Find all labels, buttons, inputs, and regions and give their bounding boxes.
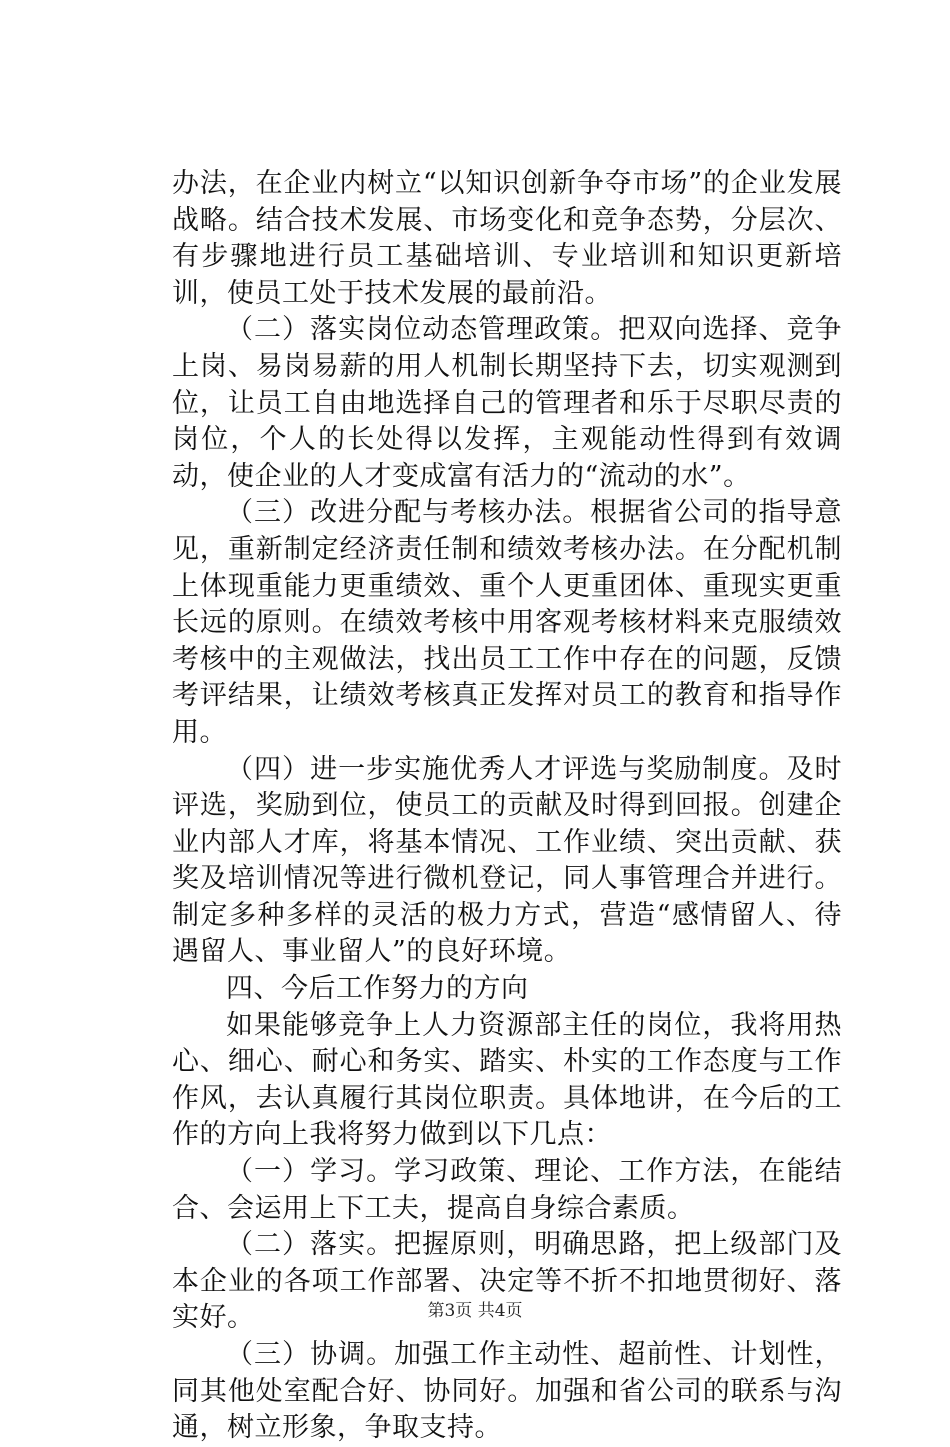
page-number-footer: 第3页 共4页 xyxy=(427,1301,523,1321)
paragraph-item-4: （四）进一步实施优秀人才评选与奖励制度。及时评选，奖励到位，使员工的贡献及时得到回报。创建企业内部人才库，将基本情况、工作业绩、突出贡献、获奖及培训情况等进行微机登记，同人事管理合并进行。制定多种多样的灵活的极力方式，营造“感情留人、待遇留人、事业留人”的良好环境。 xyxy=(172,753,842,968)
paragraph-continuation: 办法，在企业内树立“以知识创新争夺市场”的企业发展战略。结合技术发展、市场变化和竞争态势，分层次、有步骤地进行员工基础培训、专业培训和知识更新培训，使员工处于技术发展的最前沿。 xyxy=(172,168,842,309)
paragraph-intro: 如果能够竞争上人力资源部主任的岗位，我将用热心、细心、耐心和务实、踏实、朴实的工作态度与工作作风，去认真履行其岗位职责。具体地讲，在今后的工作的方向上我将努力做到以下几点： xyxy=(172,1009,842,1151)
section-heading: 四、今后工作努力的方向 xyxy=(226,973,529,1005)
paragraph-point-2: （二）落实。把握原则，明确思路，把上级部门及本企业的各项工作部署、决定等不折不扣地贯彻好、落实好。 xyxy=(172,1229,842,1334)
paragraph-item-2: （二）落实岗位动态管理政策。把双向选择、竞争上岗、易岗易薪的用人机制长期坚持下去，切实观测到位，让员工自由地选择自己的管理者和乐于尽职尽责的岗位，个人的长处得以发挥，主观能动性得到有效调动，使企业的人才变成富有活力的“流动的水”。 xyxy=(172,314,842,492)
paragraph-point-1: （一）学习。学习政策、理论、工作方法，在能结合、会运用上下工夫，提高自身综合素质。 xyxy=(172,1156,842,1224)
paragraph-point-3: （三）协调。加强工作主动性、超前性、计划性，同其他处室配合好、协同好。加强和省公司的联系与沟通，树立形象，争取支持。 xyxy=(172,1339,842,1444)
paragraph-item-3: （三）改进分配与考核办法。根据省公司的指导意见，重新制定经济责任制和绩效考核办法。在分配机制上体现重能力更重绩效、重个人更重团体、重现实更重长远的原则。在绩效考核中用客观考核材料来克服绩效考核中的主观做法，找出员工工作中存在的问题，反馈考评结果，让绩效考核真正发挥对员工的教育和指导作用。 xyxy=(172,497,842,748)
document-body xyxy=(172,166,842,1447)
